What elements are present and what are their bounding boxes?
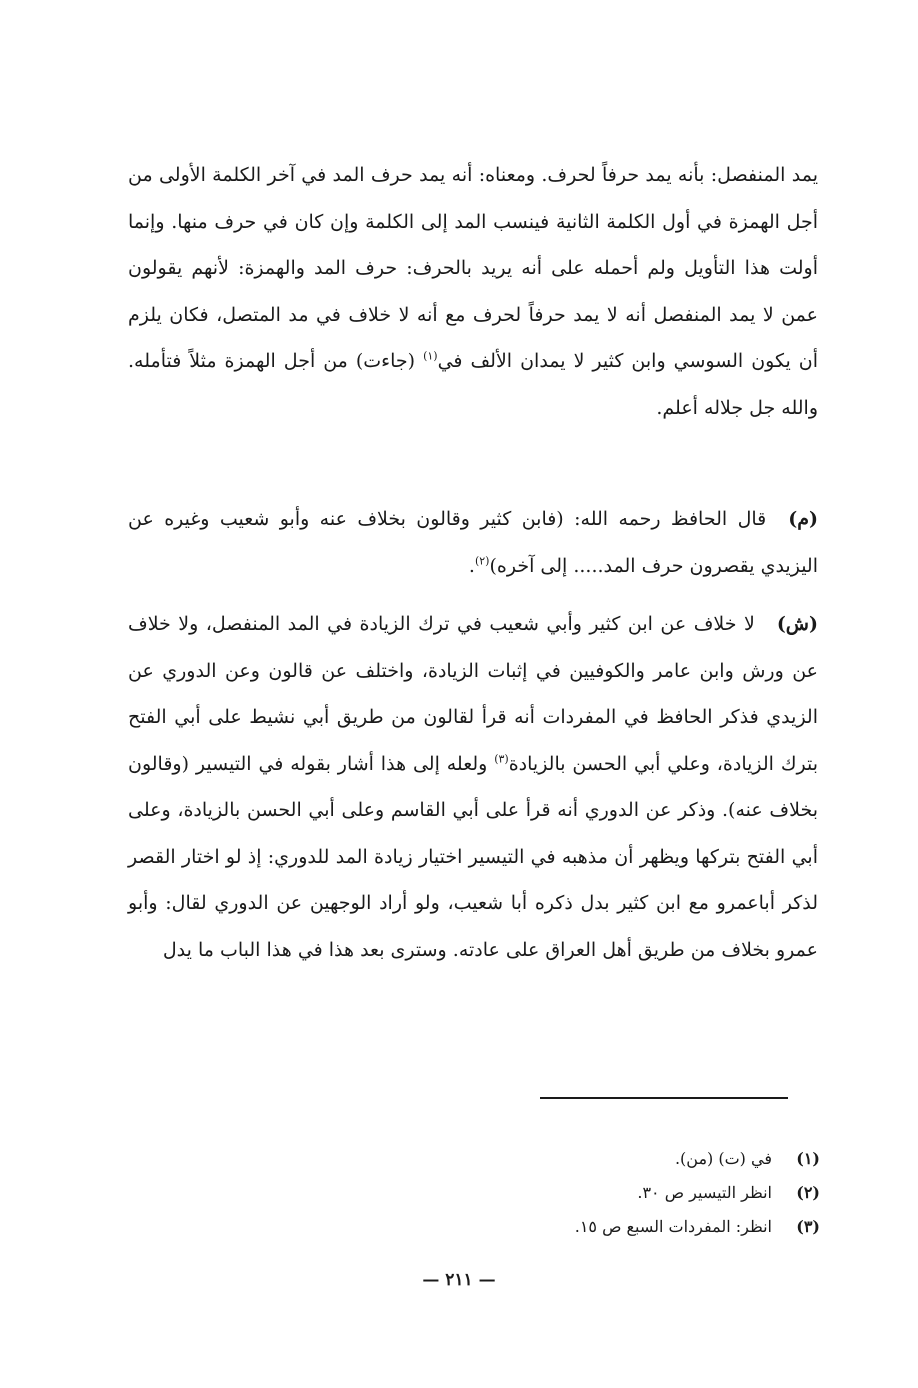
page-number: — ٢١١ — (422, 1270, 496, 1290)
paragraph-2-text-a: قال الحافظ رحمه الله: (فابن كثير وقالون بخلاف عنه وأبو شعيب وغيره عن اليزيدي يقصرون حرف المد..... إلى آخره) (128, 508, 818, 577)
footnote-text: انظر: المفردات السبع ص ١٥. (574, 1217, 772, 1236)
footnote-separator (540, 1097, 788, 1099)
paragraph-3-text-a: لا خلاف عن ابن كثير وأبي شعيب في ترك الزيادة في المد المنفصل، ولا خلاف عن ورش وابن عامر والكوفيين في إثبات الزيادة، واختلف عن قالون وعن الدوري عن الزيدي فذكر الحافظ في المفردات أنه قرأ لقالون من طريق أبي نشيط على أبي الفتح بترك الزيادة، وعلي أبي الحسن بالزيادة (128, 613, 818, 775)
paragraph-3-marker: (ش) (776, 613, 818, 635)
paragraph-1-text-b: (جاءت) من أجل الهمزة مثلاً فتأمله. والله جل جلاله أعلم. (128, 350, 818, 419)
paragraph-3 (128, 601, 818, 973)
paragraph-1 (128, 152, 818, 431)
footnote-ref-3[interactable]: (٣) (494, 752, 509, 766)
footnote-item (220, 1210, 820, 1244)
paragraph-2-marker: (م) (788, 508, 818, 530)
paragraph-3-text-b: ولعله إلى هذا أشار بقوله في التيسير (وقالون بخلاف عنه). وذكر عن الدوري أنه قرأ على أبي القاسم وعلى أبي الحسن بالزيادة، وعلى أبي الفتح بتركها ويظهر أن مذهبه في التيسير اختيار زيادة المد للدوري: إذ لو اختار القصر لذكر أباعمرو مع ابن كثير بدل ذكره أبا شعيب، ولو أراد الوجهين عن الدوري لقال: وأبو عمرو بخلاف من طريق أهل العراق على عادته. وسترى بعد هذا في هذا الباب ما يدل (128, 752, 818, 961)
footnote-ref-2[interactable]: (٢) (474, 554, 490, 568)
footnote-number: (٢) (796, 1183, 820, 1202)
footnote-text: في (ت) (من). (674, 1149, 772, 1168)
paragraph-2-text-b: . (468, 554, 475, 577)
footnote-ref-1[interactable]: (١) (423, 349, 438, 363)
footnote-number: (٣) (796, 1217, 820, 1236)
paragraph-1-text-a: يمد المنفصل: بأنه يمد حرفاً لحرف. ومعناه: أنه يمد حرف المد في آخر الكلمة الأولى من أجل الهمزة في أول الكلمة الثانية فينسب المد إلى الكلمة وإن كان في حرف منها. وإنما أولت هذا التأويل ولم أحمله على أنه يريد بالحرف: حرف المد والهمزة: لأنهم يقولون عمن لا يمد المنفصل أنه لا يمد حرفاً لحرف مع أنه لا خلاف في مد المتصل، فكان يلزم أن يكون السوسي وابن كثير لا يمدان الألف في (128, 164, 819, 372)
footnote-item (220, 1176, 820, 1210)
footnote-number: (١) (796, 1149, 820, 1168)
footnote-item (220, 1142, 820, 1176)
paragraph-2 (128, 496, 818, 589)
footnote-text: انظر التيسير ص ٣٠. (637, 1183, 772, 1202)
footnotes-list (220, 1142, 820, 1244)
